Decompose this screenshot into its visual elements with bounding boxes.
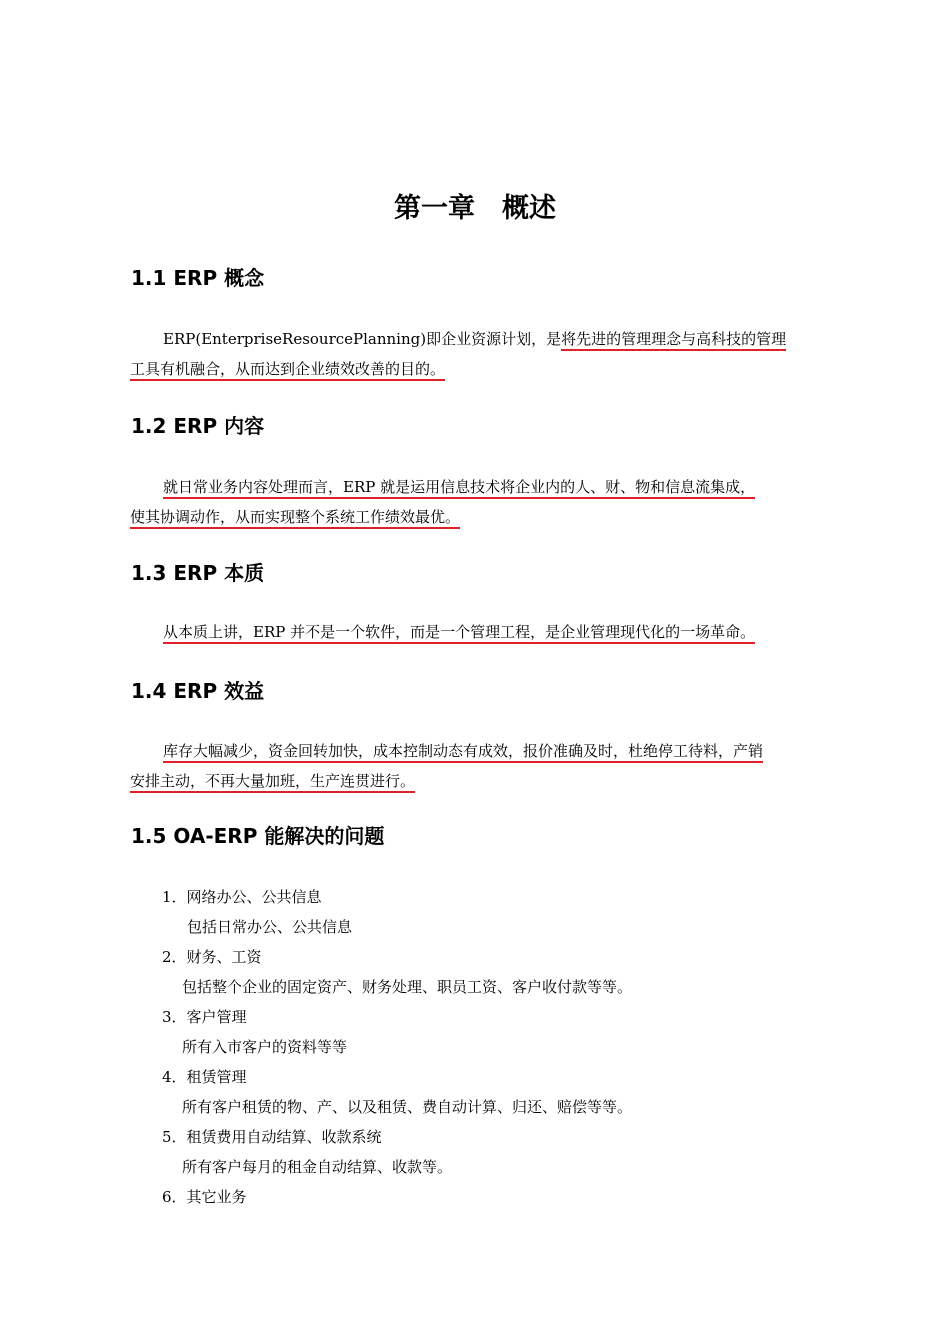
section-paragraph-1-1 bbox=[130, 324, 832, 384]
paragraph-line-text: 就日常业务内容处理而言，ERP 就是运用信息技术将企业内的人、财、物和信息流集成， bbox=[163, 478, 755, 499]
list-item-desc: 包括整个企业的固定资产、财务处理、职员工资、客户收付款等等。 bbox=[182, 978, 633, 996]
list-item-desc: 所有入市客户的资料等等 bbox=[182, 1038, 348, 1056]
section-paragraph-1-2 bbox=[130, 472, 832, 532]
list-item-title: 4．租赁管理 bbox=[162, 1068, 247, 1086]
list-item-title: 3．客户管理 bbox=[162, 1008, 247, 1026]
paragraph-line-text: 工具有机融合，从而达到企业绩效改善的目的。 bbox=[130, 360, 445, 381]
list-item-desc: 所有客户每月的租金自动结算、收款等。 bbox=[182, 1158, 453, 1176]
list-item-title: 1．网络办公、公共信息 bbox=[162, 888, 322, 906]
list-item-desc: 所有客户租赁的物、产、以及租赁、费自动计算、归还、赔偿等等。 bbox=[182, 1098, 633, 1116]
paragraph-line-text: ERP(EnterpriseResourcePlanning)即企业资源计划，是将先进的管理理念与高科技的管理 bbox=[163, 330, 786, 351]
underlined-text: 将先进的管理理念与高科技的管理 bbox=[561, 330, 786, 351]
section-paragraph-1-4 bbox=[130, 736, 832, 796]
paragraph-line bbox=[130, 324, 832, 354]
paragraph-line bbox=[130, 472, 832, 502]
paragraph-line-text: 从本质上讲，ERP 并不是一个软件，而是一个管理工程，是企业管理现代化的一场革命。 bbox=[163, 623, 755, 644]
problem-list bbox=[162, 882, 632, 1212]
paragraph-line bbox=[130, 736, 832, 766]
list-item-title: 2．财务、工资 bbox=[162, 948, 262, 966]
section-heading-1-3: 1.3 ERP 本质 bbox=[131, 561, 265, 585]
section-paragraph-1-3 bbox=[130, 617, 832, 647]
paragraph-line-text: 安排主动，不再大量加班，生产连贯进行。 bbox=[130, 772, 415, 793]
chapter-title: 第一章 概述 bbox=[394, 193, 556, 224]
section-heading-1-2: 1.2 ERP 内容 bbox=[131, 414, 265, 438]
list-item-title: 5．租赁费用自动结算、收款系统 bbox=[162, 1128, 382, 1146]
paragraph-line bbox=[130, 502, 832, 532]
section-heading-1-5: 1.5 OA-ERP 能解决的问题 bbox=[131, 824, 385, 848]
paragraph-line-text: 库存大幅减少，资金回转加快，成本控制动态有成效，报价准确及时，杜绝停工待料，产销 bbox=[163, 742, 763, 763]
paragraph-line bbox=[130, 354, 832, 384]
section-heading-1-1: 1.1 ERP 概念 bbox=[131, 266, 265, 290]
list-item-desc: 包括日常办公、公共信息 bbox=[187, 918, 353, 936]
list-item-title: 6．其它业务 bbox=[162, 1188, 247, 1206]
paragraph-line-text: 使其协调动作，从而实现整个系统工作绩效最优。 bbox=[130, 508, 460, 529]
section-heading-1-4: 1.4 ERP 效益 bbox=[131, 679, 265, 703]
paragraph-line bbox=[130, 766, 832, 796]
paragraph-line bbox=[130, 617, 832, 647]
